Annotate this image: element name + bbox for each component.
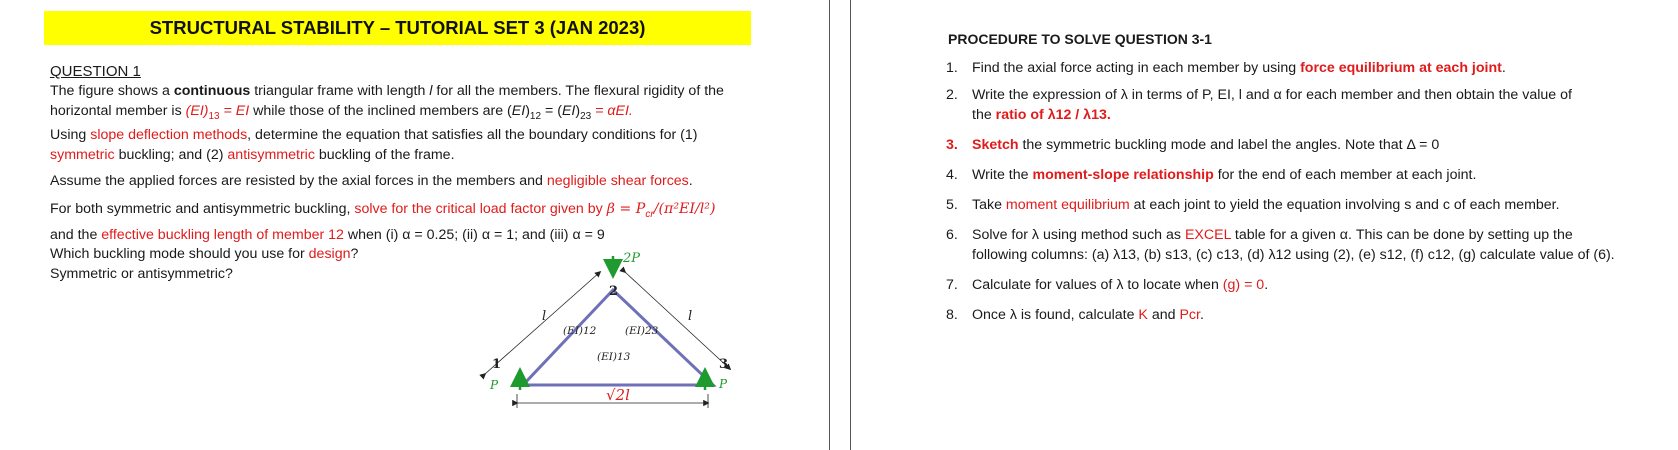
- dimension-line-right: [625, 272, 730, 369]
- node-label-3: 3: [719, 357, 729, 372]
- ei-label-12: (EI)12: [563, 325, 597, 337]
- base-length-label: √2l: [606, 386, 630, 404]
- ei-label-13: (EI)13: [597, 351, 631, 363]
- procedure-step-5: 5. Take moment equilibrium at each joint to yield the equation involving s and c of each member.: [946, 197, 1560, 213]
- ei-label-23: (EI)23: [625, 325, 659, 337]
- procedure-step-1: 1. Find the axial force acting in each member by using force equilibrium at each joint.: [946, 60, 1506, 76]
- procedure-step-6: 6. Solve for λ using method such as EXCEL table for a given α. This can be done by setting up the following columns: (a) λ13, (b) s13, (c) c13, (d) λ12 using (2), (e) s12, (f) c12, (g) calculate value of (6).: [946, 227, 1615, 263]
- node-label-1: 1: [492, 357, 502, 372]
- procedure-step-2: 2. Write the expression of λ in terms of P, EI, l and α for each member and then obtain the value of the ratio of λ12 / λ13.: [946, 87, 1572, 123]
- question-heading: QUESTION 1: [50, 63, 141, 80]
- procedure-step-8: 8. Once λ is found, calculate K and Pcr.: [946, 307, 1204, 323]
- procedure-steps: [946, 58, 1636, 325]
- procedure-title: PROCEDURE TO SOLVE QUESTION 3-1: [948, 31, 1212, 47]
- procedure-step-3: 3. Sketch the symmetric buckling mode and label the angles. Note that Δ = 0: [946, 137, 1440, 153]
- procedure-step-4: 4. Write the moment-slope relationship for the end of each member at each joint.: [946, 167, 1477, 183]
- question-paragraph-2: Using slope deflection methods, determine the equation that satisfies all the boundary conditions for (1) symmetric buckling; and (2) antisymmetric buckling of the frame.: [50, 127, 698, 163]
- question-paragraph-5: Which buckling mode should you use for design? Symmetric or antisymmetric?: [50, 246, 359, 282]
- triangular-frame-figure: [490, 251, 805, 447]
- page-divider-1: [829, 0, 830, 450]
- procedure-step-7: 7. Calculate for values of λ to locate when (g) = 0.: [946, 277, 1269, 293]
- length-label-right: l: [688, 309, 693, 324]
- load-label-left: P: [490, 378, 499, 392]
- load-label-right: P: [719, 377, 728, 391]
- question-paragraph-1: The figure shows a continuous triangular frame with length l for all the members. The flexural rigidity of the horizontal member is $(EI)_{13}$ = EI while those of the inclined members are $(EI)_{12} = (EI)_{23} = \alpha EI$.: [50, 83, 724, 122]
- load-label-top: 2P: [623, 251, 641, 266]
- tutorial-title: STRUCTURAL STABILITY – TUTORIAL SET 3 (JAN 2023): [44, 11, 751, 45]
- question-paragraph-3: Assume the applied forces are resisted by the axial forces in the members and negligible shear forces.: [50, 173, 693, 189]
- length-label-left: l: [542, 309, 547, 324]
- question-paragraph-4: For both symmetric and antisymmetric buckling, solve for the critical load factor given by $\beta = P_{cr}/(\pi^2EI/l^2)$ and the effective buckling length of member 12 when (i) α = 0.25; (ii) α = 1; and (iii) α = 9: [50, 201, 716, 243]
- frame-members: [523, 290, 713, 385]
- page-divider-2: [850, 0, 851, 450]
- node-label-2: 2: [609, 284, 619, 299]
